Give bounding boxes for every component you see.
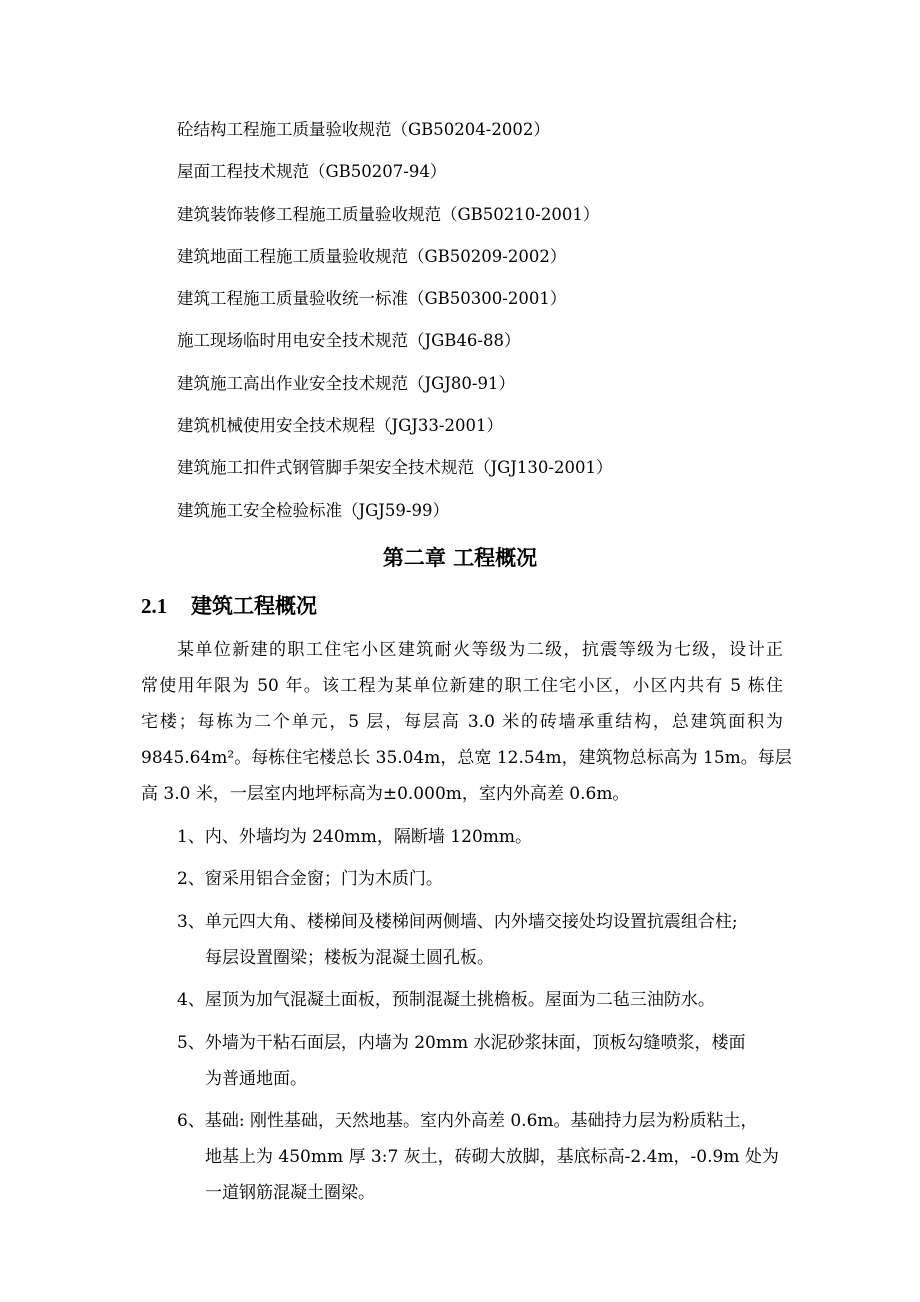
standard-item: 建筑施工高出作业安全技术规范（JGJ80-91） [177, 373, 515, 393]
standard-item: 建筑装饰装修工程施工质量验收规范（GB50210-2001） [177, 204, 600, 224]
list-item-line: 6、基础: 刚性基础，天然地基。室内外高差 0.6m。基础持力层为粉质粘土， [177, 1111, 758, 1131]
intro-paragraph-line: 宅楼；每栋为二个单元，5 层，每层高 3.0 米的砖墙承重结构，总建筑面积为 [141, 712, 783, 732]
standard-item: 建筑机械使用安全技术规程（JGJ33-2001） [177, 416, 503, 436]
list-item [141, 861, 783, 897]
list-item [141, 819, 783, 855]
standard-item: 建筑施工安全检验标准（JGJ59-99） [177, 500, 449, 520]
list-item-line: 2、窗采用铝合金窗；门为木质门。 [177, 869, 443, 889]
standard-item: 建筑施工扣件式钢管脚手架安全技术规范（JGJ130-2001） [177, 458, 613, 478]
list-item-line: 4、屋顶为加气混凝土面板，预制混凝土挑檐板。屋面为二毡三油防水。 [177, 990, 715, 1010]
standard-item: 砼结构工程施工质量验收规范（GB50204-2002） [177, 120, 550, 139]
intro-paragraph-line: 9845.64m²。每栋住宅楼总长 35.04m，总宽 12.54m，建筑物总标高为 15m。每层 [141, 748, 792, 768]
list-item-line: 为普通地面。 [205, 1068, 307, 1089]
section-heading [141, 588, 317, 624]
standards-list [177, 112, 612, 535]
chapter-title: 第二章 工程概况 [382, 546, 538, 570]
list-item [141, 982, 783, 1018]
standard-item: 屋面工程技术规范（GB50207-94） [177, 162, 447, 182]
list-item [141, 1103, 783, 1211]
section-body [141, 632, 792, 1211]
standard-item: 建筑地面工程施工质量验收规范（GB50209-2002） [177, 246, 567, 266]
list-item-line: 1、内、外墙均为 240mm，隔断墙 120mm。 [177, 826, 532, 847]
list-item-line: 一道钢筋混凝土圈梁。 [205, 1183, 375, 1203]
intro-paragraph-line: 某单位新建的职工住宅小区建筑耐火等级为二级，抗震等级为七级，设计正 [177, 640, 783, 660]
list-item-line: 地基上为 450mm 厚 3:7 灰土，砖砌大放脚，基底标高-2.4m，-0.9m 处为 [205, 1147, 779, 1167]
intro-paragraph-line: 常使用年限为 50 年。该工程为某单位新建的职工住宅小区，小区内共有 5 栋住 [141, 676, 783, 696]
standard-item: 建筑工程施工质量验收统一标准（GB50300-2001） [177, 289, 567, 309]
list-item-line: 3、单元四大角、楼梯间及楼梯间两侧墙、内外墙交接处均设置抗震组合柱; [177, 911, 738, 932]
list-item-line: 每层设置圈梁；楼板为混凝土圆孔板。 [205, 947, 494, 968]
section-number: 2.1 [141, 594, 168, 618]
section-title: 建筑工程概况 [191, 594, 317, 618]
list-item-line: 5、外墙为干粘石面层，内墙为 20mm 水泥砂浆抹面，顶板勾缝喷浆，楼面 [177, 1032, 746, 1053]
intro-paragraph-line: 高 3.0 米，一层室内地坪标高为±0.000m，室内外高差 0.6m。 [141, 784, 630, 804]
list-item [141, 1025, 783, 1097]
standard-item: 施工现场临时用电安全技术规范（JGB46-88） [177, 331, 521, 351]
list-item [141, 904, 783, 976]
